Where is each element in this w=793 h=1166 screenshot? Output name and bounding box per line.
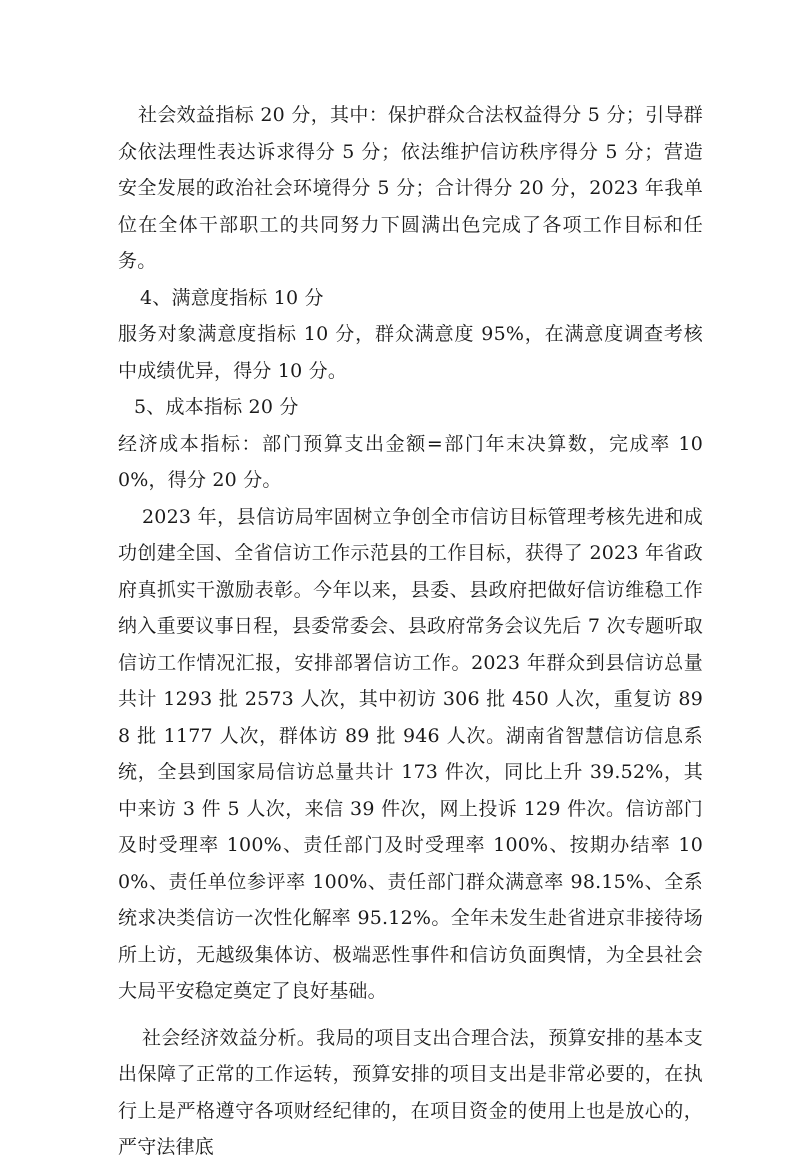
paragraph-cost-body: 经济成本指标：部门预算支出金额=部门年末决算数，完成率 100%，得分 20 分。 (118, 432, 703, 491)
paragraph-socio-economic-analysis: 社会经济效益分析。我局的项目支出合理合法，预算安排的基本支出保障了正常的工作运转，预算安排的项目支出是非常必要的，在执行上是严格遵守各项财经纪律的，在项目资金的使用上也是放心的，严守法律底 (118, 1026, 703, 1158)
paragraph-satisfaction-body: 服务对象满意度指标 10 分，群众满意度 95%，在满意度调查考核中成绩优异，得分 10 分。 (118, 323, 703, 382)
document-body (118, 97, 703, 1166)
heading-satisfaction-indicator: 4、满意度指标 10 分 (140, 286, 324, 309)
paragraph-social-benefit-indicator: 社会效益指标 20 分，其中：保护群众合法权益得分 5 分；引导群众依法理性表达诉求得分 5 分；依法维护信访秩序得分 5 分；营造安全发展的政治社会环境得分 5 分；合计得分 20 分，2023 年我单位在全体干部职工的共同努力下圆满出色完成了各项工作目标和任务。 (118, 104, 703, 272)
paragraph-annual-summary: 2023 年，县信访局牢固树立争创全市信访目标管理考核先进和成功创建全国、全省信访工作示范县的工作目标，获得了 2023 年省政府真抓实干激励表彰。今年以来，县委、县政府把做好信访维稳工作纳入重要议事日程，县委常委会、县政府常务会议先后 7 次专题听取信访工作情况汇报，安排部署信访工作。2023 年群众到县信访总量共计 1293 批 2573 人次，其中初访 306 批 450 人次，重复访 898 批 1177 人次，群体访 89 批 946 人次。湖南省智慧信访信息系统，全县到国家局信访总量共计 173 件次，同比上升 39.52%，其中来访 3 件 5 人次，来信 39 件次，网上投诉 129 件次。信访部门及时受理率 100%、责任部门及时受理率 100%、按期办结率 100%、责任单位参评率 100%、责任部门群众满意率 98.15%、全系统求决类信访一次性化解率 95.12%。全年未发生赴省进京非接待场所上访，无越级集体访、极端恶性事件和信访负面舆情，为全县社会大局平安稳定奠定了良好基础。 (118, 505, 703, 1002)
heading-cost-indicator: 5、成本指标 20 分 (134, 396, 299, 418)
